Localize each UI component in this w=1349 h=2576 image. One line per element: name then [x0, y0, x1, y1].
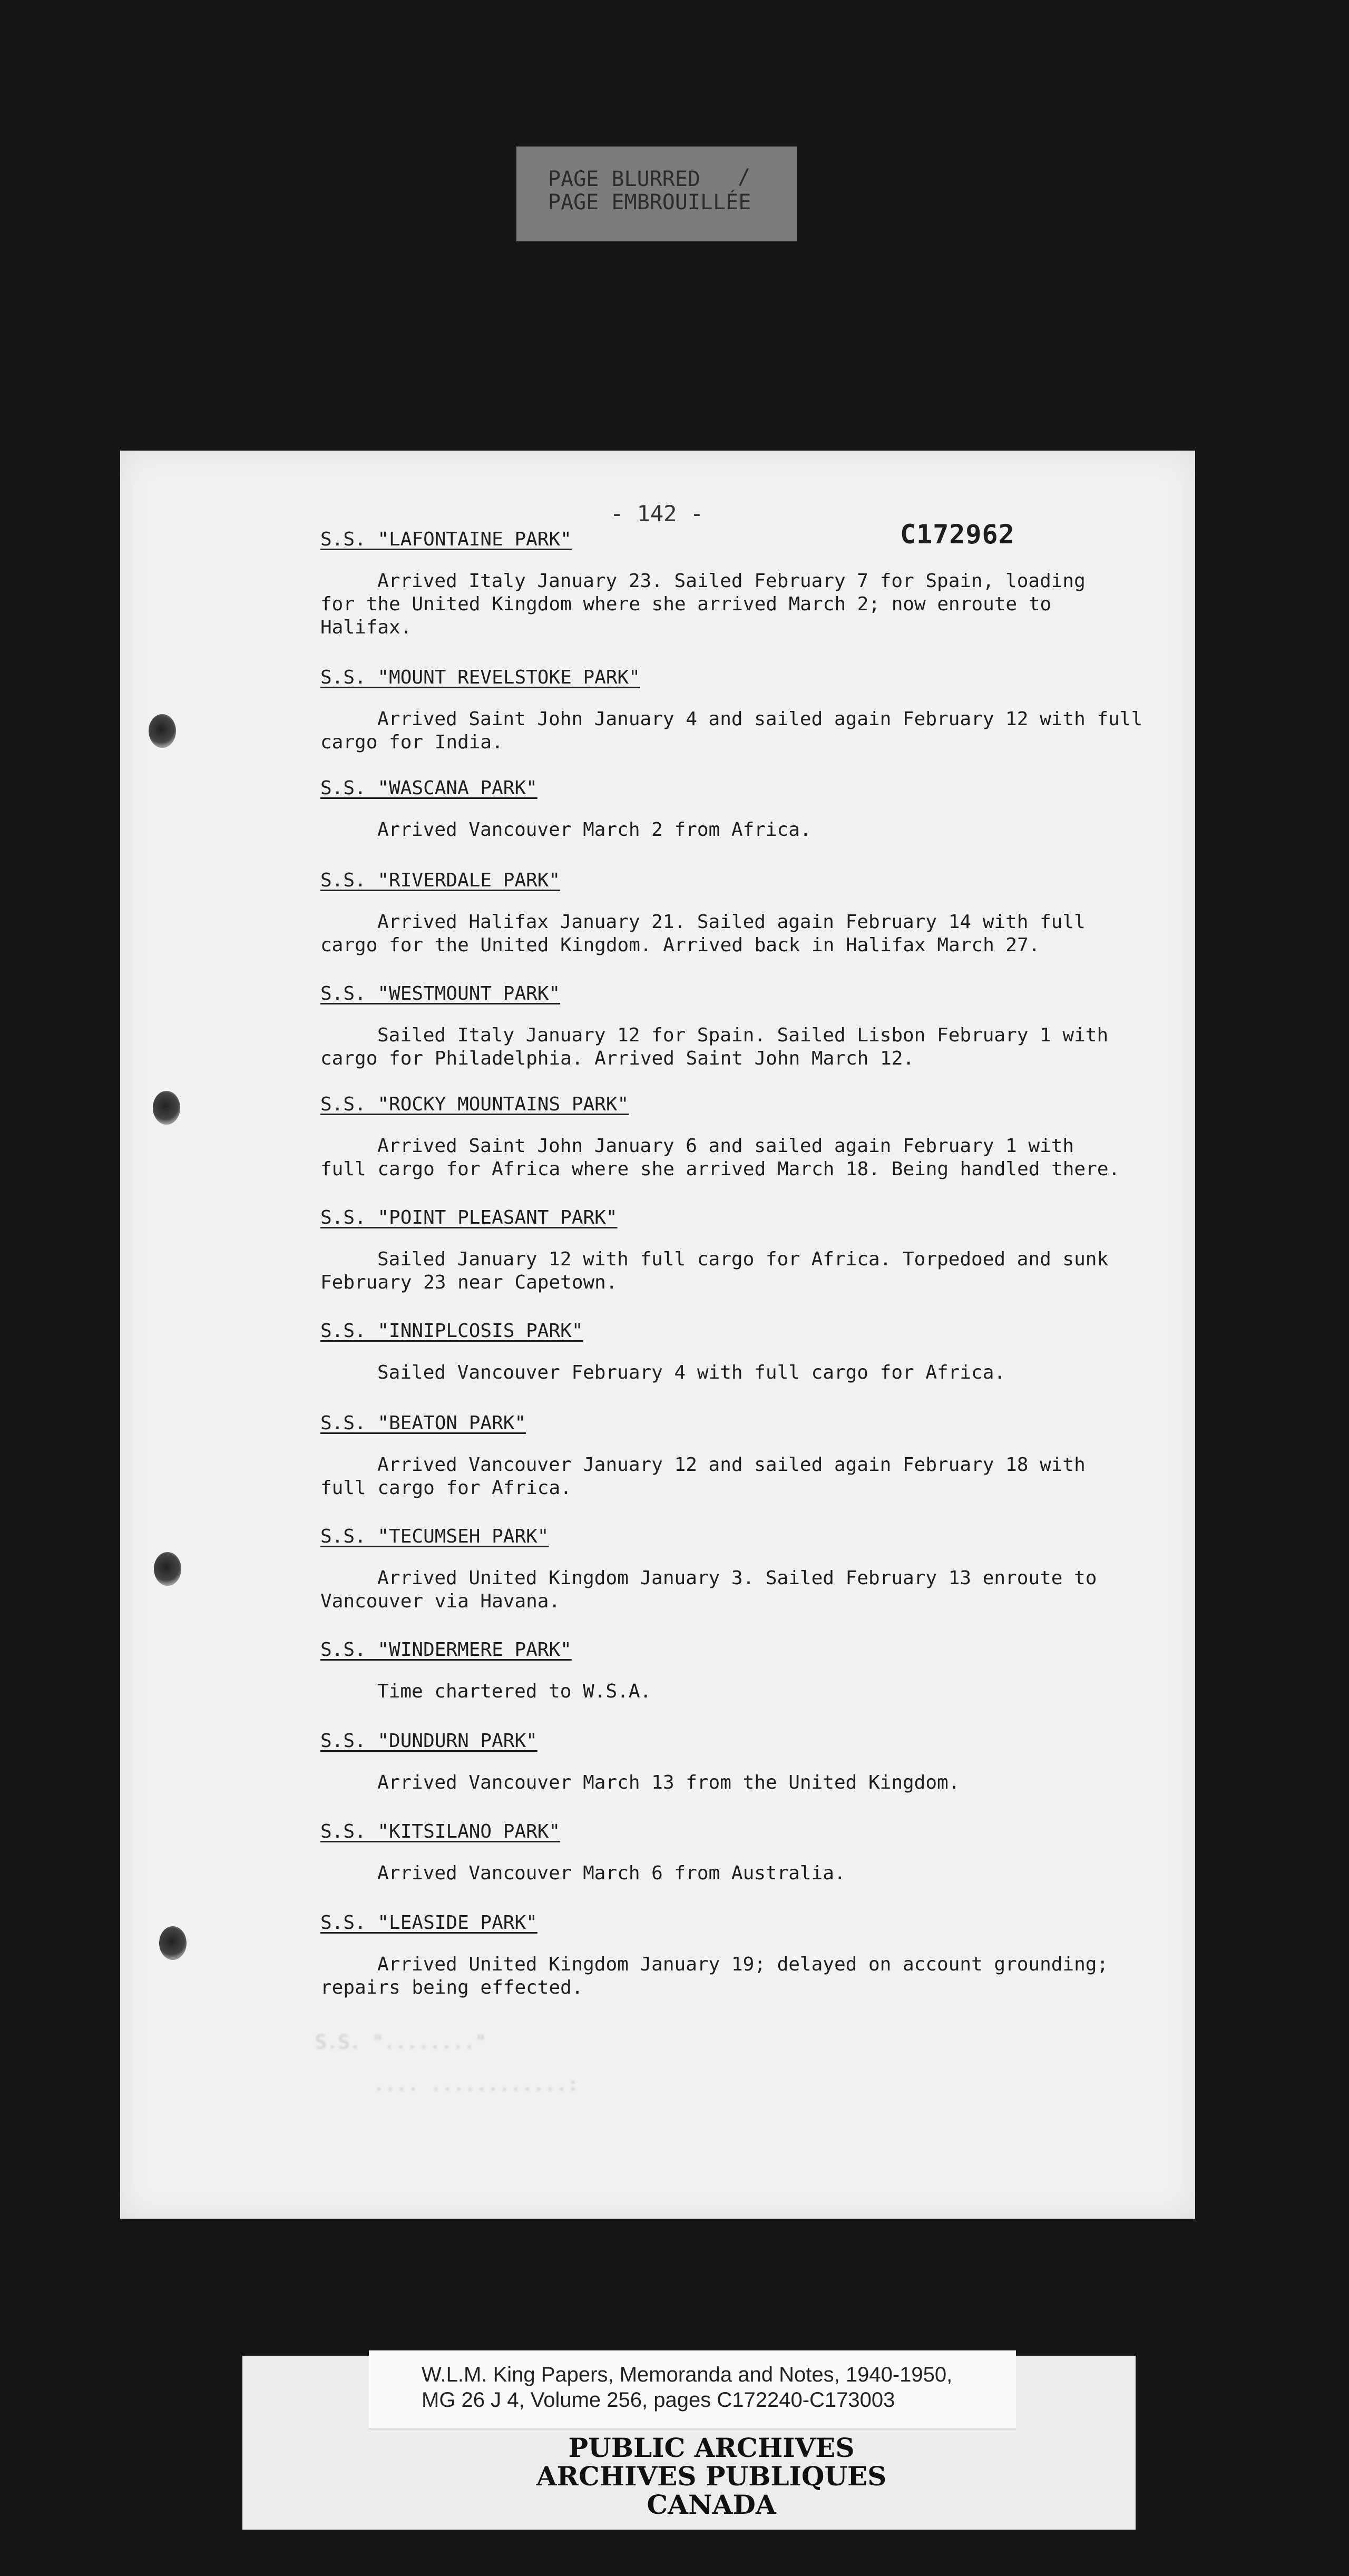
ship-heading: S.S. "LEASIDE PARK" [320, 1912, 537, 1934]
ship-heading: S.S. "BEATON PARK" [320, 1412, 526, 1434]
paragraph-line: Halifax. [320, 617, 412, 638]
ship-status-paragraph [320, 1567, 1142, 1613]
punch-hole [154, 1552, 181, 1586]
blur-notice-mark: / [738, 165, 751, 189]
paragraph-line: Arrived United Kingdom January 19; delayed on account grounding; [377, 1954, 1109, 1975]
ship-status-paragraph [320, 911, 1142, 957]
paragraph-line: Arrived United Kingdom January 3. Sailed February 13 enroute to [377, 1567, 1097, 1589]
punch-hole [153, 1091, 180, 1125]
stamp-line-1: PUBLIC ARCHIVES [568, 2432, 855, 2463]
paragraph-line: Sailed Italy January 12 for Spain. Sailed Lisbon February 1 with [377, 1024, 1109, 1046]
paragraph-line: Arrived Vancouver March 13 from the United Kingdom. [377, 1772, 960, 1793]
ship-heading: S.S. "INNIPLCOSIS PARK" [320, 1320, 583, 1342]
ship-heading: S.S. "MOUNT REVELSTOKE PARK" [320, 667, 640, 688]
ship-heading: S.S. "WASCANA PARK" [320, 777, 537, 799]
page-blurred-notice [516, 147, 797, 241]
paragraph-line: Vancouver via Havana. [320, 1591, 561, 1612]
ship-heading: S.S. "POINT PLEASANT PARK" [320, 1207, 618, 1228]
archives-stamp [474, 2434, 949, 2519]
stamp-line-3: CANADA [647, 2489, 776, 2520]
punch-hole [159, 1926, 187, 1960]
faded-heading: S.S. "........" [315, 2032, 487, 2053]
ship-status-paragraph [320, 1680, 1142, 1703]
paragraph-line: repairs being effected. [320, 1977, 583, 1998]
ship-status-paragraph [320, 1862, 1142, 1885]
ship-status-paragraph [320, 818, 1142, 842]
document-page [120, 451, 1195, 2219]
paragraph-line: full cargo for Africa where she arrived March 18. Being handled there. [320, 1158, 1120, 1180]
paragraph-line: Arrived Vancouver January 12 and sailed again February 18 with [377, 1454, 1086, 1476]
stamp-line-2: ARCHIVES PUBLIQUES [536, 2461, 887, 2492]
paragraph-line: Arrived Vancouver March 2 from Africa. [377, 819, 812, 841]
paragraph-line: cargo for India. [320, 731, 503, 753]
paragraph-line: Arrived Italy January 23. Sailed February 7 for Spain, loading [377, 570, 1086, 592]
ship-status-paragraph [320, 1361, 1142, 1384]
punch-hole [149, 714, 176, 748]
paragraph-line: Arrived Saint John January 4 and sailed again February 12 with full [377, 708, 1143, 730]
paragraph-line: cargo for the United Kingdom. Arrived back in Halifax March 27. [320, 934, 1040, 956]
paragraph-line: Sailed Vancouver February 4 with full cargo for Africa. [377, 1362, 1006, 1383]
paragraph-line: Arrived Halifax January 21. Sailed again February 14 with full [377, 911, 1086, 933]
paragraph-line: cargo for Philadelphia. Arrived Saint John March 12. [320, 1048, 915, 1069]
ship-status-paragraph [320, 1248, 1142, 1294]
ship-status-paragraph [320, 1453, 1142, 1500]
ship-status-paragraph [320, 708, 1142, 754]
ship-status-paragraph [320, 1135, 1142, 1181]
paragraph-line: February 23 near Capetown. [320, 1272, 618, 1293]
ship-status-paragraph [320, 1953, 1142, 1999]
ship-heading: S.S. "LAFONTAINE PARK" [320, 529, 572, 550]
paragraph-line: Arrived Vancouver March 6 from Australia. [377, 1862, 846, 1884]
ship-heading: S.S. "WINDERMERE PARK" [320, 1639, 572, 1661]
ship-heading: S.S. "DUNDURN PARK" [320, 1730, 537, 1752]
ship-status-paragraph [320, 1024, 1142, 1070]
citation-line-1: W.L.M. King Papers, Memoranda and Notes, 1940-1950, [422, 2363, 953, 2386]
paragraph-line: for the United Kingdom where she arrived March 2; now enroute to [320, 593, 1052, 615]
faded-line: .... ............: [373, 2074, 579, 2095]
document-id: C172962 [900, 519, 1015, 550]
ship-heading: S.S. "ROCKY MOUNTAINS PARK" [320, 1094, 629, 1115]
paragraph-line: Time chartered to W.S.A. [377, 1681, 652, 1702]
blur-notice-line-2: PAGE EMBROUILLÉE [548, 190, 751, 214]
ship-status-paragraph [320, 1771, 1142, 1794]
paragraph-line: full cargo for Africa. [320, 1477, 572, 1499]
archive-citation [369, 2350, 1016, 2429]
paragraph-line: Sailed January 12 with full cargo for Africa. Torpedoed and sunk [377, 1248, 1109, 1270]
blur-notice-line-1: PAGE BLURRED [548, 167, 700, 191]
ship-heading: S.S. "WESTMOUNT PARK" [320, 983, 561, 1004]
ship-heading: S.S. "TECUMSEH PARK" [320, 1526, 549, 1547]
paragraph-line: Arrived Saint John January 6 and sailed again February 1 with [377, 1135, 1074, 1157]
ship-status-paragraph [320, 570, 1142, 639]
ship-heading: S.S. "RIVERDALE PARK" [320, 870, 561, 891]
citation-line-2: MG 26 J 4, Volume 256, pages C172240-C173003 [422, 2388, 895, 2412]
page-number: - 142 - [610, 501, 704, 526]
ship-heading: S.S. "KITSILANO PARK" [320, 1821, 561, 1842]
